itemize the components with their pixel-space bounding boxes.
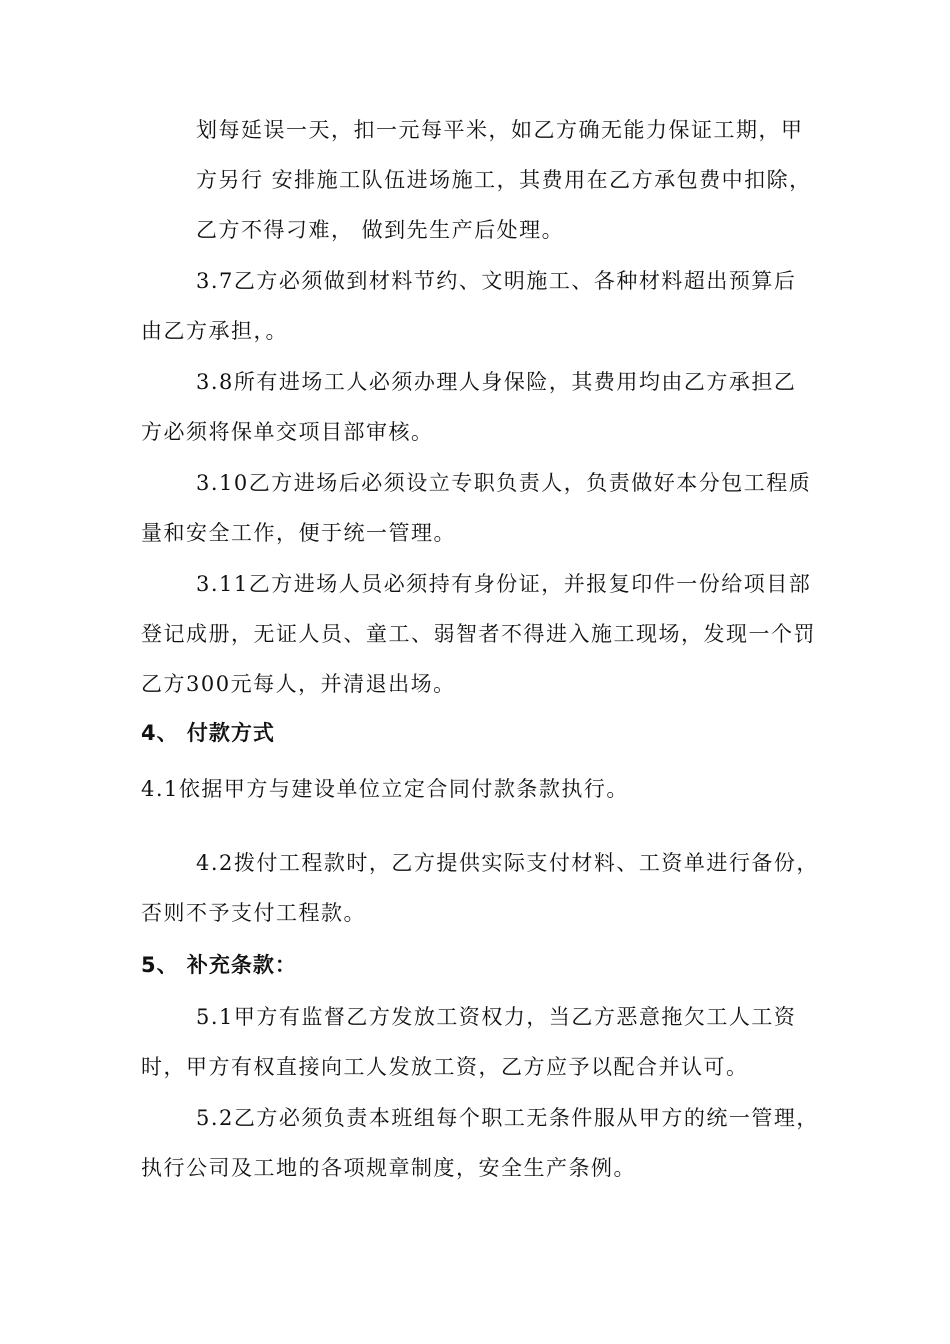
text-line: 乙方300元每人，并清退出场。 xyxy=(141,672,456,696)
text-line: 乙方不得刁难， 做到先生产后处理。 xyxy=(196,218,565,242)
text-line: 由乙方承担，。 xyxy=(141,319,288,343)
text-line: 方必须将保单交项目部审核。 xyxy=(141,420,434,444)
text-line: 时，甲方有权直接向工人发放工资，乙方应予以配合并认可。 xyxy=(141,1055,749,1079)
section-4-heading: 4、 付款方式 xyxy=(141,721,275,745)
text-line: 3.7乙方必须做到材料节约、文明施工、各种材料超出预算后 xyxy=(196,269,797,293)
text-line: 登记成册，无证人员、童工、弱智者不得进入施工现场，发现一个罚 xyxy=(141,622,816,646)
text-line: 3.10乙方进场后必须设立专职负责人，负责做好本分包工程质 xyxy=(196,471,812,495)
text-line: 3.8所有进场工人必须办理人身保险，其费用均由乙方承担乙 xyxy=(196,370,797,394)
text-line: 划每延误一天，扣一元每平米，如乙方确无能力保证工期，甲 xyxy=(196,118,804,142)
text-line: 执行公司及工地的各项规章制度，安全生产条例。 xyxy=(141,1156,636,1180)
text-line: 3.11乙方进场人员必须持有身份证，并报复印件一份给项目部 xyxy=(196,572,812,596)
text-line: 5.1甲方有监督乙方发放工资权力，当乙方恶意拖欠工人工资 xyxy=(196,1005,797,1029)
text-line: 量和安全工作，便于统一管理。 xyxy=(141,521,456,545)
text-line: 5.2乙方必须负责本班组每个职工无条件服从甲方的统一管理， xyxy=(196,1106,819,1130)
text-line: 4.2拨付工程款时，乙方提供实际支付材料、工资单进行备份， xyxy=(196,851,819,875)
section-5-heading: 5、 补充条款： xyxy=(141,953,297,977)
text-line: 否则不予支付工程款。 xyxy=(141,901,366,925)
section-4-item-4-1: 4.1依据甲方与建设单位立定合同付款条款执行。 xyxy=(141,777,629,801)
text-line: 方另行 安排施工队伍进场施工，其费用在乙方承包费中扣除， xyxy=(196,168,812,192)
